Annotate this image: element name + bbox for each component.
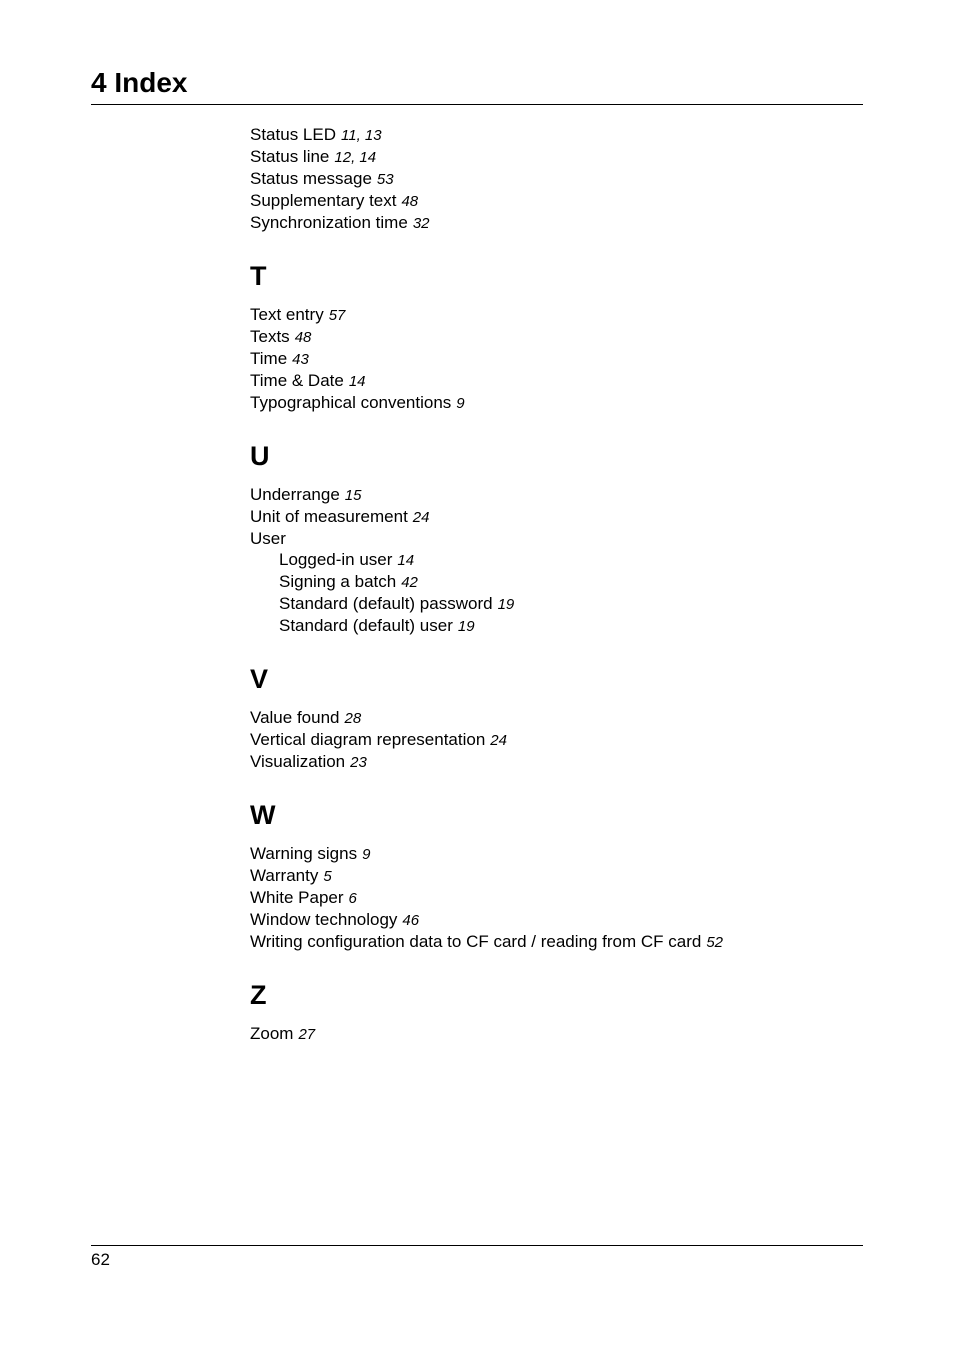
index-term: Text entry <box>250 305 324 324</box>
section-letter-heading: W <box>250 800 276 830</box>
index-section <box>250 979 863 1045</box>
index-term: Status line <box>250 147 330 166</box>
index-section <box>250 440 863 637</box>
index-page-refs[interactable]: 48 <box>401 193 419 210</box>
index-section <box>250 663 863 773</box>
index-entry <box>250 304 863 326</box>
index-page-refs[interactable]: 6 <box>348 890 357 907</box>
index-page-refs[interactable]: 52 <box>706 934 724 951</box>
index-entry-list <box>250 124 863 234</box>
index-page-refs[interactable]: 14 <box>348 373 366 390</box>
index-term: Zoom <box>250 1024 294 1043</box>
index-subentry <box>250 593 863 615</box>
index-entry <box>250 865 863 887</box>
index-entry <box>250 909 863 931</box>
index-term: Standard (default) user <box>279 616 453 635</box>
index-term: Synchronization time <box>250 213 408 232</box>
index-subentry <box>250 571 863 593</box>
index-term: Signing a batch <box>279 572 397 591</box>
index-page-refs[interactable]: 23 <box>350 754 367 771</box>
index-term: Unit of measurement <box>250 507 408 526</box>
index-page-refs[interactable]: 15 <box>344 487 362 504</box>
index-entry-list <box>250 484 863 637</box>
index-page-refs[interactable]: 11, 13 <box>341 127 382 144</box>
index-page-refs[interactable]: 27 <box>298 1026 316 1043</box>
index-subentry <box>250 549 863 571</box>
index-section <box>250 799 863 953</box>
index-term: Typographical conventions <box>250 393 452 412</box>
index-term: Standard (default) password <box>279 594 493 613</box>
index-term: Value found <box>250 708 340 727</box>
index-body <box>250 124 863 1045</box>
index-subentry <box>250 615 863 637</box>
index-entry <box>250 146 863 168</box>
index-entry <box>250 168 863 190</box>
index-page-refs[interactable]: 5 <box>323 868 332 885</box>
index-page-refs[interactable]: 24 <box>412 509 430 526</box>
index-section <box>250 124 863 234</box>
index-entry <box>250 124 863 146</box>
header-rule <box>91 104 863 105</box>
index-entry <box>250 528 863 549</box>
index-entry-list <box>250 1023 863 1045</box>
index-page-refs[interactable]: 12, 14 <box>334 149 377 166</box>
index-entry-list <box>250 304 863 414</box>
index-entry <box>250 370 863 392</box>
index-term: Writing configuration data to CF card / reading from CF card <box>250 932 702 951</box>
index-page-refs[interactable]: 9 <box>456 395 465 412</box>
index-term: Logged-in user <box>279 550 393 569</box>
section-letter-heading: Z <box>250 980 267 1010</box>
index-term: Status LED <box>250 125 336 144</box>
index-entry <box>250 729 863 751</box>
index-entry <box>250 392 863 414</box>
index-entry <box>250 843 863 865</box>
index-page-refs[interactable]: 42 <box>401 574 418 591</box>
index-page-refs[interactable]: 43 <box>292 351 309 368</box>
index-term: Window technology <box>250 910 398 929</box>
index-page-refs[interactable]: 32 <box>412 215 430 232</box>
index-term: Visualization <box>250 752 346 771</box>
index-term: Warning signs <box>250 844 358 863</box>
index-entry <box>250 506 863 528</box>
section-letter-heading: V <box>250 664 269 694</box>
index-term: Time <box>250 349 288 368</box>
index-term: Texts <box>250 327 290 346</box>
index-term: Supplementary text <box>250 191 397 210</box>
index-entry <box>250 931 863 953</box>
index-page-refs[interactable]: 9 <box>362 846 371 863</box>
index-entry-list <box>250 707 863 773</box>
index-page-refs[interactable]: 24 <box>490 732 507 749</box>
section-letter-heading: T <box>250 261 267 291</box>
index-term: Warranty <box>250 866 319 885</box>
index-entry <box>250 348 863 370</box>
index-entry <box>250 484 863 506</box>
index-entry <box>250 212 863 234</box>
index-page-refs[interactable]: 28 <box>344 710 362 727</box>
index-page-refs[interactable]: 19 <box>457 618 475 635</box>
index-page-refs[interactable]: 14 <box>397 552 415 569</box>
index-entry <box>250 707 863 729</box>
index-term: White Paper <box>250 888 344 907</box>
index-entry-list <box>250 843 863 953</box>
index-section <box>250 260 863 414</box>
index-entry <box>250 1023 863 1045</box>
index-page-refs[interactable]: 46 <box>402 912 420 929</box>
index-term: Time & Date <box>250 371 344 390</box>
chapter-title: 4 Index <box>91 67 188 98</box>
footer-rule <box>91 1245 863 1246</box>
index-term: Underrange <box>250 485 340 504</box>
index-entry <box>250 751 863 773</box>
index-term: User <box>250 529 286 548</box>
index-page-refs[interactable]: 57 <box>328 307 346 324</box>
index-entry <box>250 887 863 909</box>
page-number: 62 <box>91 1250 110 1269</box>
index-term: Status message <box>250 169 372 188</box>
index-page-refs[interactable]: 53 <box>376 171 394 188</box>
index-term: Vertical diagram representation <box>250 730 486 749</box>
index-page-refs[interactable]: 19 <box>497 596 515 613</box>
index-entry <box>250 190 863 212</box>
section-letter-heading: U <box>250 441 270 471</box>
index-page-refs[interactable]: 48 <box>294 329 312 346</box>
index-entry <box>250 326 863 348</box>
